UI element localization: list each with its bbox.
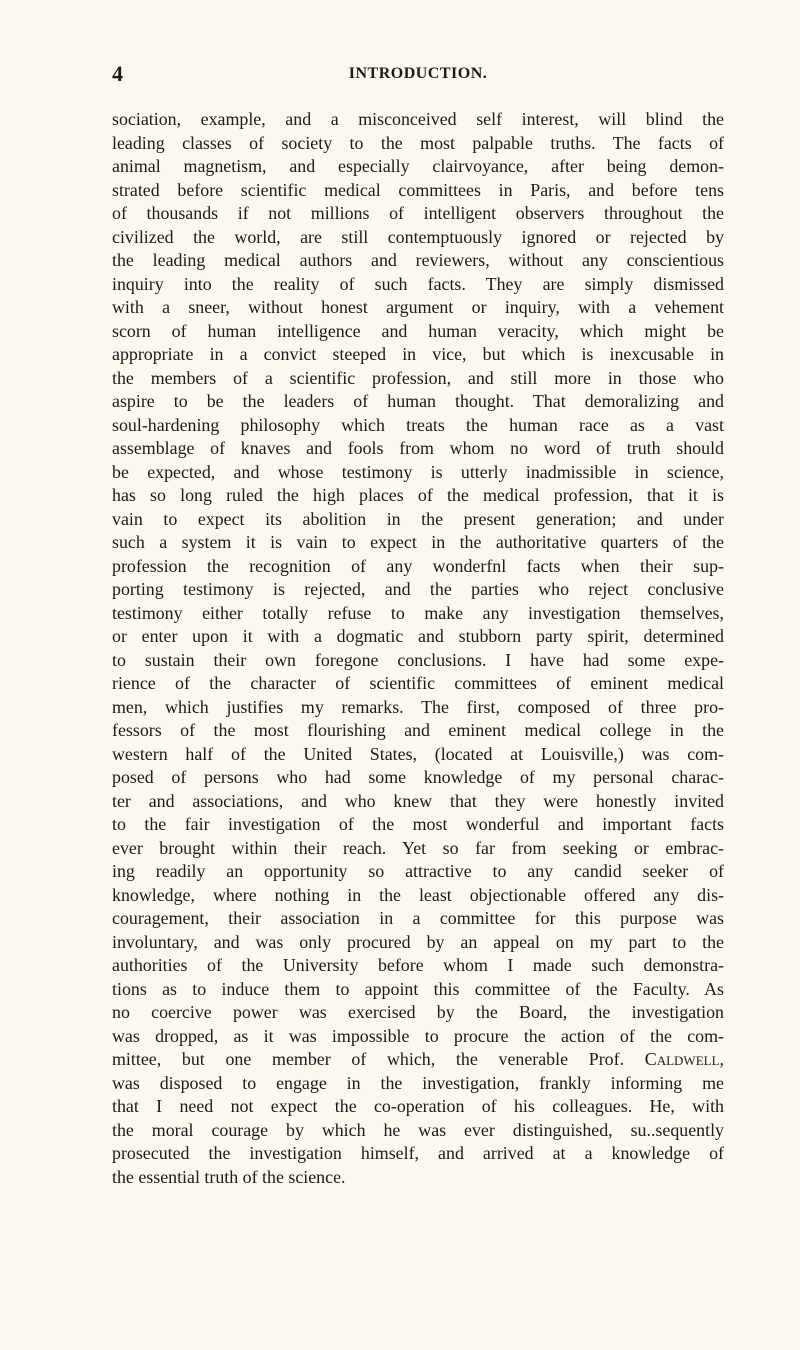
- text-line: animal magnetism, and especially clairvoyance, after being demon-: [112, 156, 724, 176]
- running-head: [112, 60, 724, 88]
- text-line: was disposed to engage in the investigation, frankly informing me: [112, 1072, 724, 1093]
- text-line: testimony either totally refuse to make any investigation themselves,: [112, 602, 724, 623]
- text-line: soul-hardening philosophy which treats the human race as a vast: [112, 414, 724, 435]
- text-line: men, which justifies my remarks. The first, composed of three pro-: [112, 696, 724, 717]
- body-paragraph: [112, 108, 724, 1189]
- text-line: aspire to be the leaders of human thought. That demoralizing and: [112, 391, 724, 411]
- text-line: profession the recognition of any wonderfnl facts when their sup-: [112, 555, 724, 576]
- text-line: of thousands if not millions of intelligent observers throughout the: [112, 203, 724, 223]
- text-line: inquiry into the reality of such facts. They are simply dismissed: [112, 273, 724, 294]
- running-title: INTRODUCTION.: [348, 65, 488, 82]
- text-line: has so long ruled the high places of the medical profession, that it is: [112, 485, 724, 505]
- text-line: appropriate in a convict steeped in vice, but which is inexcusable in: [112, 344, 724, 364]
- text-line: leading classes of society to the most palpable truths. The facts of: [112, 132, 724, 153]
- text-line: involuntary, and was only procured by an appeal on my part to the: [112, 931, 724, 952]
- text-line: western half of the United States, (located at Louisville,) was com-: [112, 743, 724, 764]
- text-line: the leading medical authors and reviewers, without any conscientious: [112, 250, 724, 270]
- book-page: [112, 60, 724, 1189]
- page-number: 4: [112, 61, 123, 86]
- text-line: rience of the character of scientific committees of eminent medical: [112, 673, 724, 693]
- text-line: authorities of the University before whom I made such demonstra-: [112, 955, 724, 975]
- text-line: the essential truth of the science.: [112, 1166, 346, 1187]
- text-line: to sustain their own foregone conclusions. I have had some expe-: [112, 649, 724, 670]
- text-line: [112, 1048, 724, 1072]
- text-line: assemblage of knaves and fools from whom no word of truth should: [112, 438, 724, 458]
- text-line: fessors of the most flourishing and eminent medical college in the: [112, 720, 724, 740]
- text-line: or enter upon it with a dogmatic and stubborn party spirit, determined: [112, 626, 724, 646]
- text-line: vain to expect its abolition in the present generation; and under: [112, 508, 724, 529]
- text-line: with a sneer, without honest argument or inquiry, with a vehement: [112, 297, 724, 317]
- text-line: the members of a scientific profession, and still more in those who: [112, 367, 724, 388]
- text-line: ter and associations, and who knew that they were honestly invited: [112, 790, 724, 811]
- text-fragment: mittee, but one member of which, the venerable Prof.: [112, 1049, 645, 1069]
- person-name-caldwell: Caldwell,: [644, 1049, 724, 1069]
- text-line: prosecuted the investigation himself, and arrived at a knowledge of: [112, 1143, 724, 1163]
- text-line: ever brought within their reach. Yet so far from seeking or embrac-: [112, 837, 724, 858]
- text-line: no coercive power was exercised by the Board, the investigation: [112, 1002, 724, 1022]
- text-line: that I need not expect the co-operation of his colleagues. He, with: [112, 1096, 724, 1116]
- text-line: couragement, their association in a committee for this purpose was: [112, 908, 724, 928]
- text-line: strated before scientific medical committees in Paris, and before tens: [112, 179, 724, 200]
- text-line: tions as to induce them to appoint this committee of the Faculty. As: [112, 978, 724, 999]
- text-line: porting testimony is rejected, and the parties who reject conclusive: [112, 579, 724, 599]
- text-line: ing readily an opportunity so attractive to any candid seeker of: [112, 861, 724, 881]
- text-line: knowledge, where nothing in the least objectionable offered any dis-: [112, 884, 724, 905]
- text-line: scorn of human intelligence and human veracity, which might be: [112, 320, 724, 341]
- text-line: such a system it is vain to expect in the authoritative quarters of the: [112, 532, 724, 552]
- text-line: was dropped, as it was impossible to procure the action of the com-: [112, 1025, 724, 1046]
- text-line: posed of persons who had some knowledge of my personal charac-: [112, 767, 724, 787]
- text-line: to the fair investigation of the most wonderful and important facts: [112, 814, 724, 834]
- text-line: the moral courage by which he was ever distinguished, su..sequently: [112, 1119, 724, 1140]
- text-line: sociation, example, and a misconceived self interest, will blind the: [112, 109, 724, 129]
- text-line: be expected, and whose testimony is utterly inadmissible in science,: [112, 461, 724, 482]
- text-line: civilized the world, are still contemptuously ignored or rejected by: [112, 226, 724, 247]
